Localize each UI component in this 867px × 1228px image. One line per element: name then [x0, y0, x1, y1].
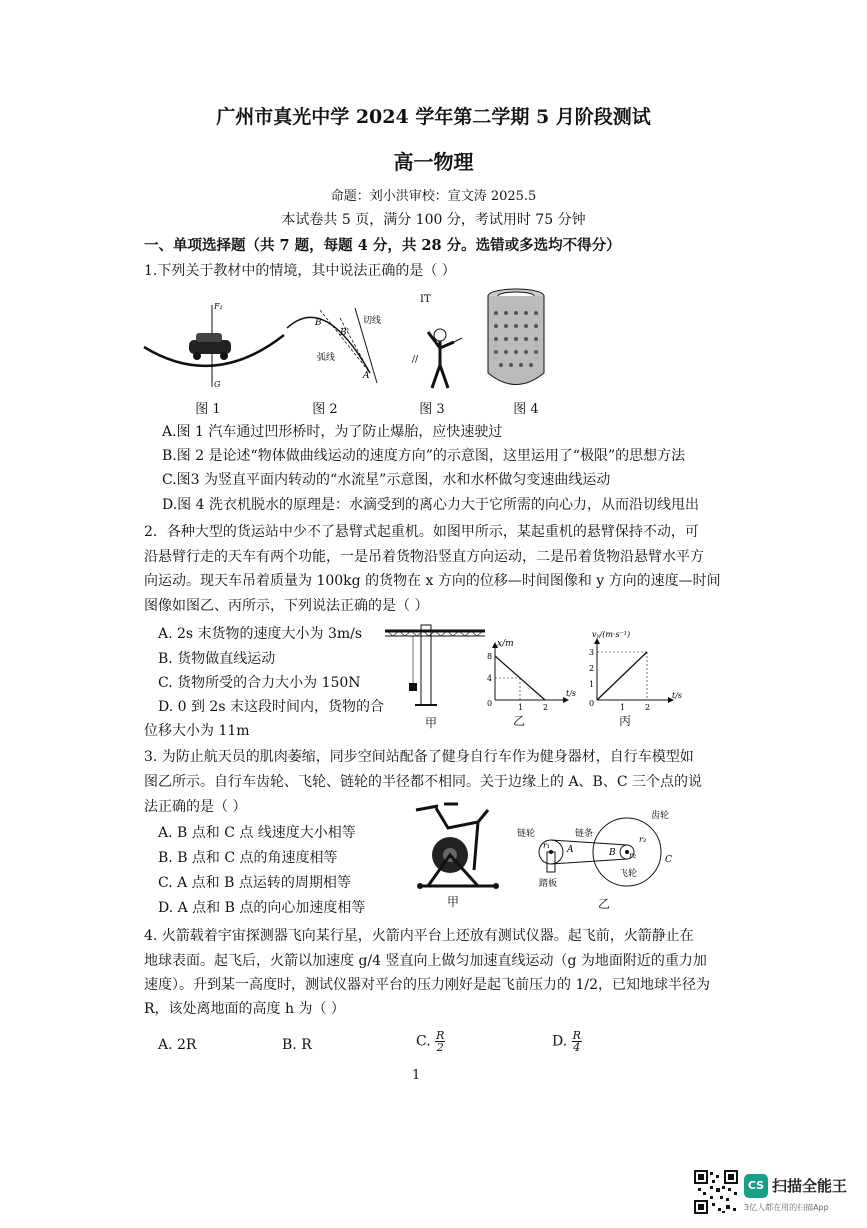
model-r3-label: r₃	[639, 835, 647, 844]
q4-option-c-denominator: 2	[436, 1041, 444, 1054]
model-a-label: A	[567, 845, 574, 855]
q1-fig2-label: 图 2	[312, 402, 338, 417]
q4-stem-line-1: 4. 火箭载着宇宙探测器飞向某行星，火箭内平台上还放有测试仪器。起飞前，火箭静止在	[144, 928, 694, 944]
model-gear-label: 齿轮	[651, 811, 670, 821]
yi-xlabel: t/s	[566, 689, 577, 698]
q2-option-d-cont: 位移大小为 11m	[144, 723, 250, 739]
q3-option-a: A. B 点和 C 点 线速度大小相等	[158, 825, 356, 841]
bing-xtick-1: 1	[620, 703, 626, 712]
bing-ylabel: vᵧ/(m·s⁻¹)	[592, 630, 631, 639]
q1-option-d: D.图 4 洗衣机脱水的原理是：水滴受到的离心力大于它所需的向心力，从而沿切线甩出	[162, 497, 699, 513]
q2-fig-jia-label: 甲	[425, 716, 438, 730]
q3-bike-figure	[408, 800, 508, 895]
yi-xtick-1: 1	[518, 703, 524, 712]
q2-chart-yi	[470, 638, 580, 718]
fig3-cup-label: IT	[420, 294, 431, 305]
q1-figure-3	[410, 290, 470, 395]
fig1-f-label: F₁	[214, 302, 223, 311]
q2-chart-bing	[582, 628, 692, 718]
model-r1-label: r₁	[543, 841, 551, 850]
fig2-tangent-label: 切线	[363, 316, 382, 326]
q1-figure-1	[144, 295, 284, 395]
exam-title: 广州市真光中学 2024 学年第二学期 5 月阶段测试	[216, 106, 651, 128]
fig2-b-label: B	[315, 318, 322, 328]
q4-option-d-denominator: 4	[573, 1041, 581, 1054]
bing-ytick-0: 0	[589, 699, 595, 708]
q2-fig-yi-label: 乙	[513, 714, 526, 728]
q1-figure-2	[285, 298, 405, 388]
q3-model-figure	[515, 808, 685, 903]
q2-option-c: C. 货物所受的合力大小为 150N	[158, 675, 361, 691]
q2-option-d: D. 0 到 2s 末这段时间内，货物的合	[158, 699, 384, 715]
bing-xlabel: t/s	[672, 691, 683, 700]
q2-option-b: B. 货物做直线运动	[158, 651, 276, 667]
q2-stem-line-2: 沿悬臂行走的天车有两个功能，一是吊着货物沿竖直方向运动，二是吊着货物沿悬臂水平方	[144, 549, 704, 565]
q2-stem-line-1: 2．各种大型的货运站中少不了悬臂式起重机。如图甲所示，某起重机的悬臂保持不动，可	[144, 524, 699, 540]
model-c-label: C	[665, 855, 672, 865]
q1-stem: 1.下列关于教材中的情境，其中说法正确的是（ ）	[144, 263, 456, 279]
qr-code-icon	[694, 1170, 738, 1214]
q4-option-d-fraction	[572, 1030, 582, 1053]
q2-stem-line-4: 图像如图乙、丙所示，下列说法正确的是（ ）	[144, 598, 429, 614]
q3-fig-jia-label: 甲	[447, 895, 460, 909]
q3-fig-yi-label: 乙	[598, 897, 611, 911]
bing-ytick-3: 3	[589, 648, 595, 657]
yi-xtick-2: 2	[543, 703, 549, 712]
model-chain-label: 链条	[575, 829, 594, 839]
fig1-g-label: G	[214, 380, 221, 389]
q4-stem-line-3: 速度）。升到某一高度时，测试仪器对平台的压力刚好是起飞前压力的 1/2，已知地球半径为	[144, 977, 710, 993]
q3-stem-line-1: 3. 为防止航天员的肌肉萎缩，同步空间站配备了健身自行车作为健身器材，自行车模型如	[144, 749, 694, 765]
q2-fig-bing-label: 丙	[619, 714, 632, 728]
q1-figure-4	[484, 288, 548, 398]
q4-option-c	[416, 1030, 445, 1053]
yi-ytick-4: 4	[487, 674, 493, 683]
q3-option-c: C. A 点和 B 点运转的周期相等	[158, 875, 351, 891]
q4-option-d	[552, 1030, 582, 1053]
fig2-arc-label: 弧线	[317, 353, 336, 363]
q3-stem-line-2: 图乙所示。自行车齿轮、飞轮、链轮的半径都不相同。关于边缘上的 A、B、C 三个点的说	[144, 774, 703, 790]
q3-option-b: B. B 点和 C 点的角速度相等	[158, 850, 338, 866]
yi-ytick-8: 8	[487, 652, 493, 661]
model-b-label: B	[609, 848, 616, 858]
q4-option-c-numerator: R	[436, 1029, 445, 1042]
model-flywheel-label: 飞轮	[619, 869, 638, 879]
section-heading: 一、单项选择题（共 7 题，每题 4 分，共 28 分。选错或多选均不得分）	[144, 237, 621, 254]
q4-option-d-label: D.	[552, 1033, 568, 1050]
q1-fig4-label: 图 4	[513, 402, 539, 417]
model-chain-wheel-label: 链轮	[517, 829, 536, 839]
bing-xtick-2: 2	[645, 703, 651, 712]
yi-ytick-0: 0	[487, 699, 493, 708]
q1-option-b: B.图 2 是论述“物体做曲线运动的速度方向”的示意图，这里运用了“极限”的思想方法	[162, 448, 686, 464]
yi-ylabel: x/m	[497, 639, 514, 649]
model-pedal-label: 踏板	[539, 879, 558, 889]
q4-option-d-numerator: R	[572, 1029, 581, 1042]
q4-stem-line-4: R，该处离地面的高度 h 为（ ）	[144, 1001, 345, 1017]
exam-info: 本试卷共 5 页，满分 100 分，考试用时 75 分钟	[281, 212, 586, 228]
svg-text://: //	[412, 355, 419, 365]
model-r2-label: r₂	[629, 851, 637, 860]
q3-option-d: D. A 点和 B 点的向心加速度相等	[158, 900, 366, 916]
q3-stem-line-3: 法正确的是（ ）	[144, 799, 247, 815]
q1-fig3-label: 图 3	[419, 402, 445, 417]
scanner-brand-name: 扫描全能王	[772, 1177, 848, 1195]
q4-option-c-fraction	[435, 1030, 445, 1053]
q1-option-c: C.图3 为竖直平面内转动的“水流星”示意图，水和水杯做匀变速曲线运动	[162, 472, 611, 488]
page-number: 1	[412, 1068, 421, 1083]
bing-ytick-1: 1	[589, 680, 595, 689]
vt-line	[597, 652, 647, 700]
bing-ytick-2: 2	[589, 664, 595, 673]
q4-stem-line-2: 地球表面。起飞后，火箭以加速度 g/4 竖直向上做匀加速直线运动（g 为地面附近的重力加	[144, 953, 707, 969]
q2-stem-line-3: 向运动。现天车吊着质量为 100kg 的货物在 x 方向的位移—时间图像和 y 方向的速度—时间	[144, 573, 721, 589]
fig2-b2-label: B'	[340, 328, 350, 338]
subject-title: 高一物理	[393, 150, 474, 174]
q4-option-a: A. 2R	[158, 1037, 197, 1053]
scanner-brand-tagline: 3亿人都在用的扫描App	[744, 1203, 829, 1212]
q1-fig1-label: 图 1	[195, 402, 221, 417]
authors-line: 命题：刘小洪审校：宣文涛 2025.5	[330, 189, 537, 204]
q4-option-c-label: C.	[416, 1033, 431, 1050]
scanner-logo-icon: CS	[744, 1174, 768, 1198]
q4-option-b: B. R	[282, 1037, 312, 1053]
q2-option-a: A. 2s 末货物的速度大小为 3m/s	[158, 626, 363, 642]
fig2-a-label: A	[363, 371, 370, 381]
q1-option-a: A.图 1 汽车通过凹形桥时，为了防止爆胎，应快速驶过	[162, 424, 503, 440]
